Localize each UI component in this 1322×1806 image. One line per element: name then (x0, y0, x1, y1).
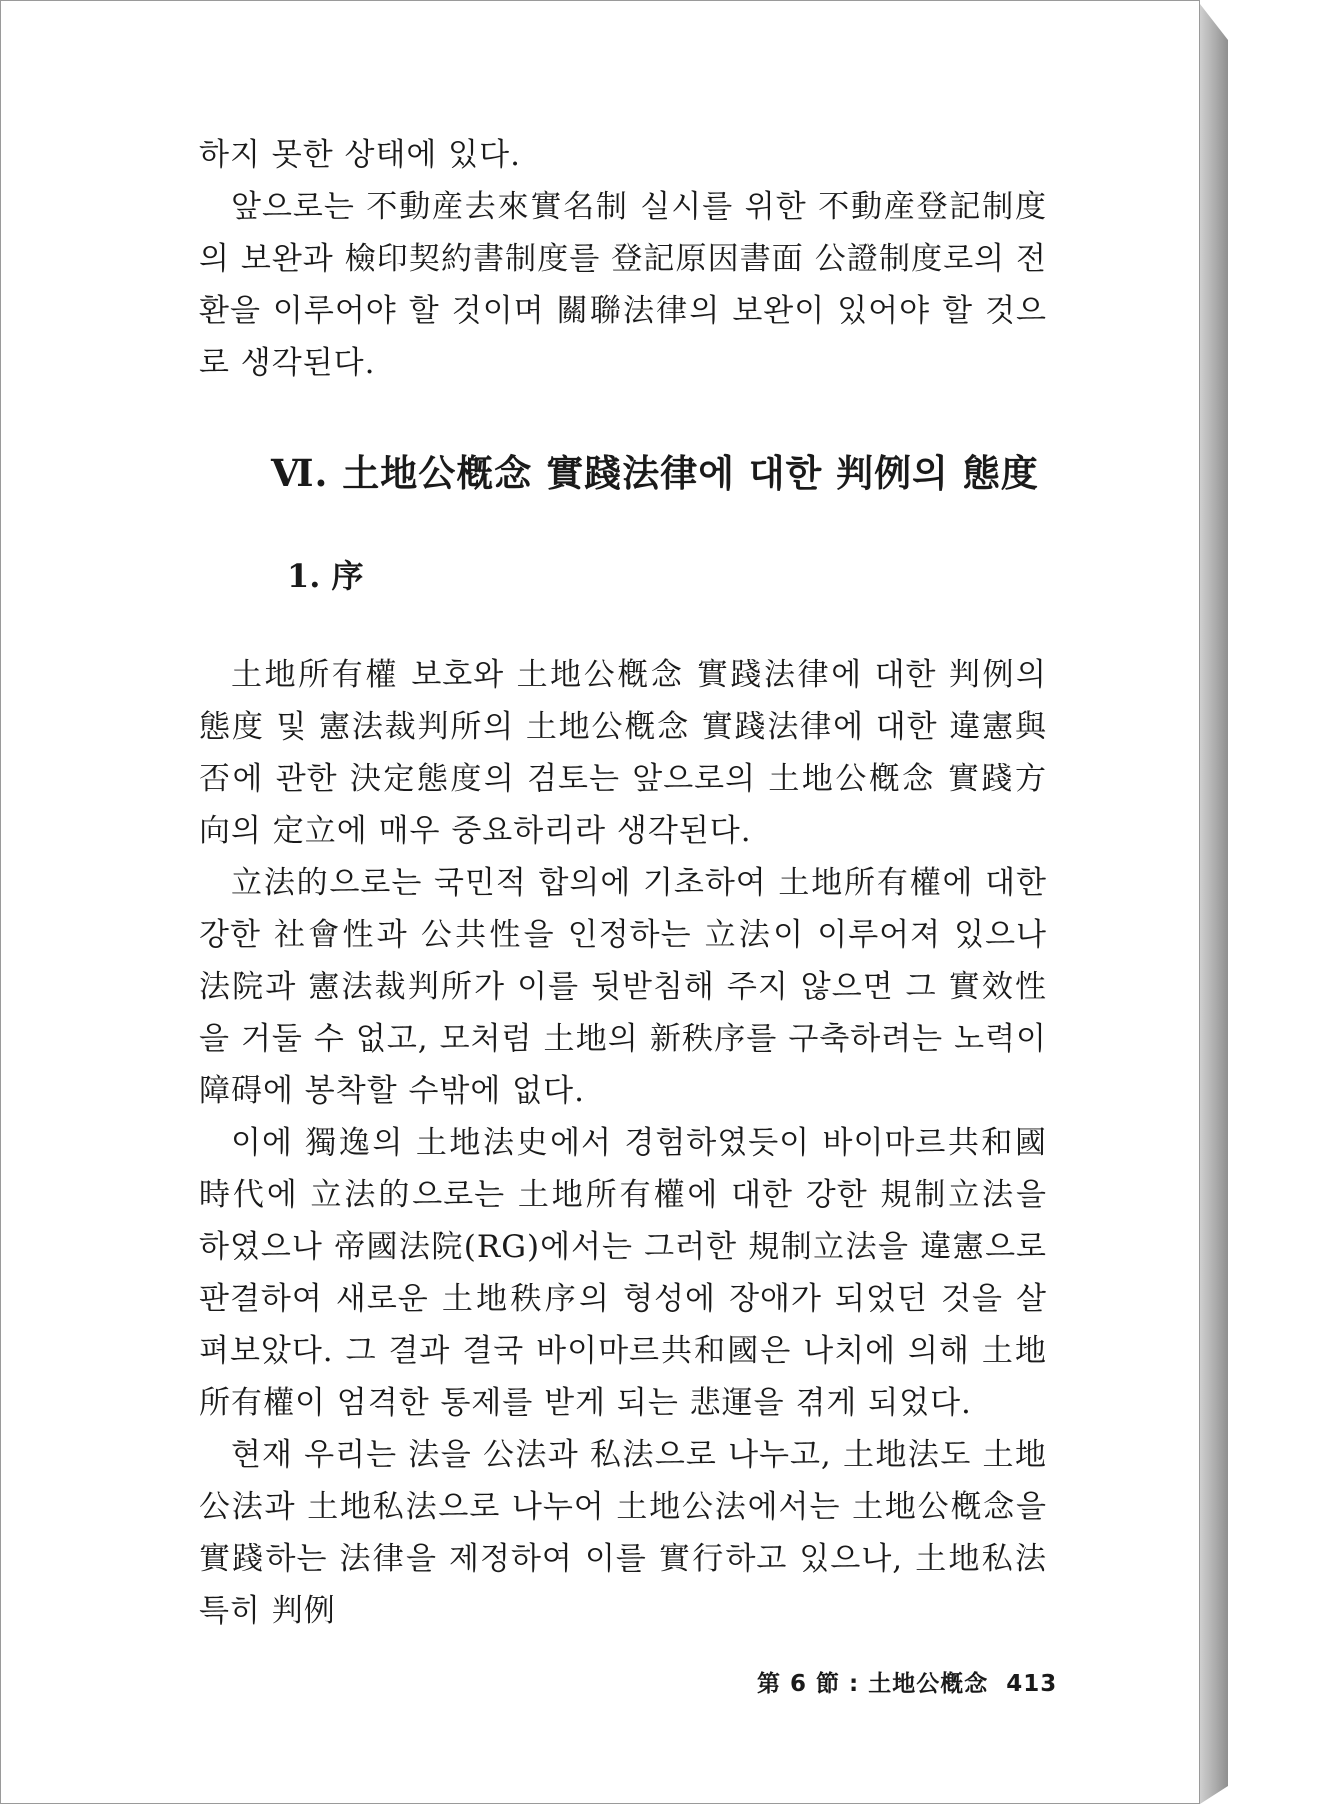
paragraph: 土地所有權 보호와 土地公槪念 實踐法律에 대한 判例의 態度 및 憲法裁判所의 土地公槪念 實踐法律에 대한 違憲與否에 관한 決定態度의 검토는 앞으로의 土地公槪念 實踐方向의 定立에 매우 중요하리라 생각된다. (199, 657, 1047, 849)
section-title: Ⅵ. 土地公槪念 實踐法律에 대한 判例의 態度 (271, 451, 1039, 495)
paragraph: 현재 우리는 法을 公法과 私法으로 나누고, 土地法도 土地公法과 土地私法으로 나누어 土地公法에서는 土地公槪念을 實踐하는 法律을 제정하여 이를 實行하고 있으나, 土地私法 특히 判例 (199, 1437, 1047, 1629)
footer-chapter: 第 6 節 : 土地公槪念 (757, 1671, 989, 1697)
body-text-block (199, 649, 1047, 1637)
paragraph: 하지 못한 상태에 있다. (199, 137, 521, 173)
paragraph: 이에 獨逸의 土地法史에서 경험하였듯이 바이마르共和國 時代에 立法的으로는 土地所有權에 대한 강한 規制立法을 하였으나 帝國法院(RG)에서는 그러한 規制立法을 違憲으로 판결하여 새로운 土地秩序의 형성에 장애가 되었던 것을 살펴보았다. 그 결과 결국 바이마르共和國은 나치에 의해 土地所有權이 엄격한 통제를 받게 되는 悲運을 겪게 되었다. (199, 1125, 1047, 1421)
paragraph: 立法的으로는 국민적 합의에 기초하여 土地所有權에 대한 강한 社會性과 公共性을 인정하는 立法이 이루어져 있으나 法院과 憲法裁判所가 이를 뒷받침해 주지 않으면 그 實效性을 거둘 수 없고, 모처럼 土地의 新秩序를 구축하려는 노력이 障碍에 봉착할 수밖에 없다. (199, 865, 1047, 1109)
page-footer (757, 1665, 1057, 1698)
top-text-block (199, 129, 1047, 389)
page-edge-shadow (1200, 4, 1228, 1804)
page-number: 413 (1006, 1671, 1058, 1697)
paragraph: 앞으로는 不動産去來實名制 실시를 위한 不動産登記制度의 보완과 檢印契約書制度를 登記原因書面 公證制度로의 전환을 이루어야 할 것이며 關聯法律의 보완이 있어야 할 것으로 생각된다. (199, 189, 1047, 381)
subsection-title: 1. 序 (287, 557, 364, 595)
